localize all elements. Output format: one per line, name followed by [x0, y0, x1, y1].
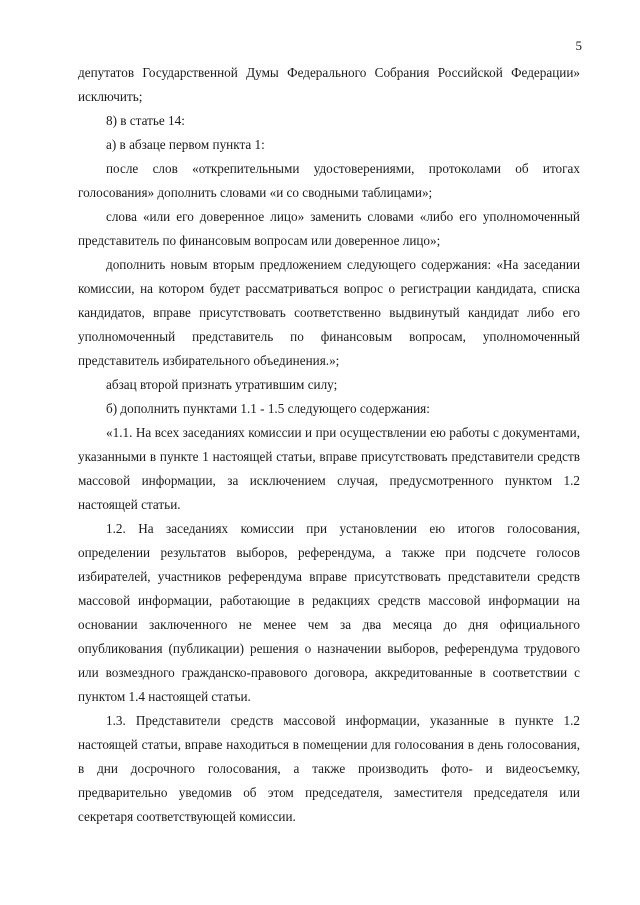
paragraph-point-1-1: «1.1. На всех заседаниях комиссии и при осуществлении ею работы с документами, указанными в пункте 1 настоящей статьи, вправе присутствовать представители средств массовой информации, за исключением случая, предусмотренного пунктом 1.2 настоящей статьи. [78, 425, 580, 512]
paragraph-subitem-b: б) дополнить пунктами 1.1 - 1.5 следующего содержания: [106, 401, 430, 416]
paragraph-subitem-a: а) в абзаце первом пункта 1: [106, 137, 265, 152]
paragraph-point-1-3: 1.3. Представители средств массовой информации, указанные в пункте 1.2 настоящей статьи, вправе находиться в помещении для голосования в день голосования, в дни досрочного голосования, а также производить фото- и видеосъемку, предварительно уведомив об этом председателя, заместителя председателя или секретаря соответствующей комиссии. [78, 713, 580, 824]
paragraph-point-1-2: 1.2. На заседаниях комиссии при установлении ею итогов голосования, определении результатов выборов, референдума, а также при подсчете голосов избирателей, участников референдума вправе присутствовать представители средств массовой информации, работающие в редакциях средств массовой информации на основании заключенного не менее чем за два месяца до дня официального опубликования (публикации) решения о назначении выборов, референдума трудового или возмездного гражданско-правового договора, аккредитованные в соответствии с пунктом 1.4 настоящей статьи. [78, 521, 580, 704]
page-number: 5 [575, 38, 582, 53]
paragraph-article-14-heading: 8) в статье 14: [106, 113, 185, 128]
paragraph-amendment-3: дополнить новым вторым предложением следующего содержания: «На заседании комиссии, на котором будет рассматриваться вопрос о регистрации кандидата, списка кандидатов, вправе присутствовать соответственно выдвинутый кандидат либо его уполномоченный представитель по финансовым вопросам, уполномоченный представитель избирательного объединения.»; [78, 257, 580, 368]
paragraph-amendment-2: слова «или его доверенное лицо» заменить словами «либо его уполномоченный представитель по финансовым вопросам или доверенное лицо»; [78, 209, 580, 248]
paragraph-amendment-4: абзац второй признать утратившим силу; [106, 377, 338, 392]
document-body [78, 61, 580, 829]
paragraph-amendment-1: после слов «открепительными удостоверениями, протоколами об итогах голосования» дополнить словами «и со сводными таблицами»; [78, 161, 580, 200]
paragraph-continuation: депутатов Государственной Думы Федерального Собрания Российской Федерации» исключить; [78, 65, 580, 104]
